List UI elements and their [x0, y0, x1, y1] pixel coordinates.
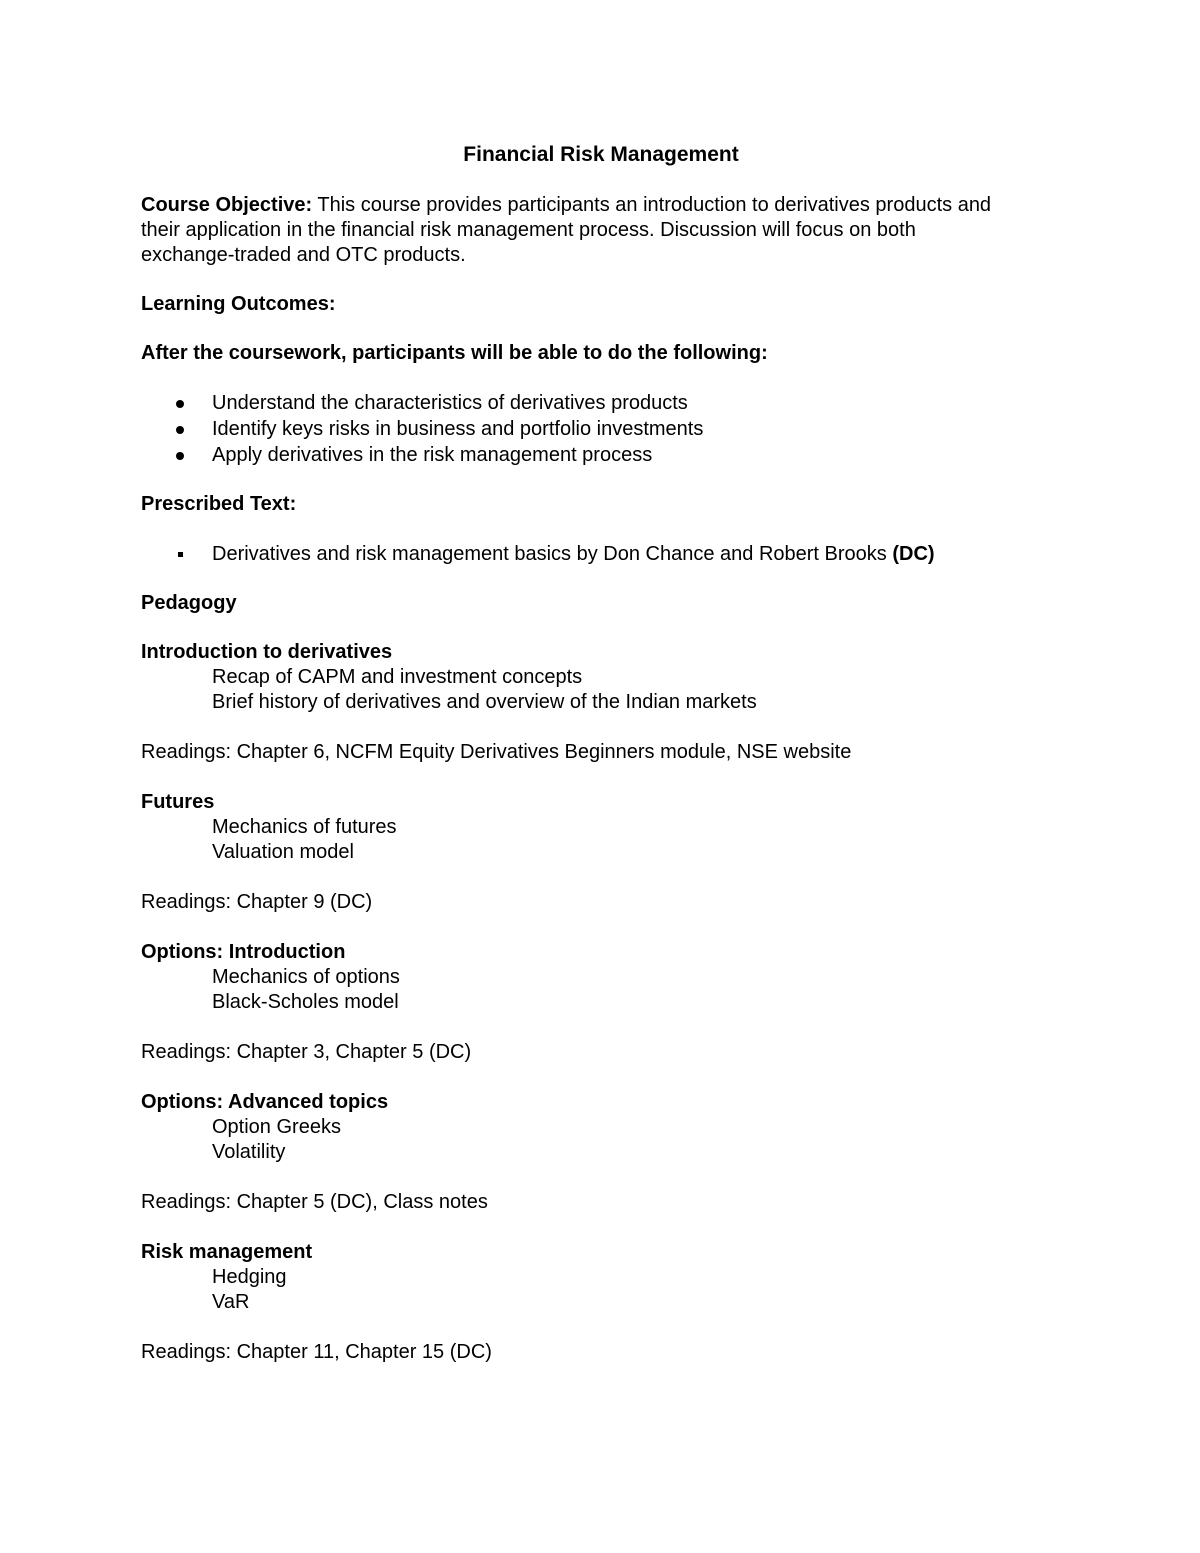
section-topic: Black-Scholes model	[212, 991, 399, 1013]
learning-outcomes-intro: After the coursework, participants will be able to do the following:	[141, 342, 768, 364]
document-page	[141, 141, 1061, 1365]
section-topic: Mechanics of options	[212, 966, 400, 988]
bullet-icon	[176, 400, 184, 408]
section-topic: Option Greeks	[212, 1116, 341, 1138]
course-objective-label: Course Objective:	[141, 194, 313, 216]
list-item: Identify keys risks in business and portfolio investments	[141, 416, 1061, 442]
document-title: Financial Risk Management	[463, 143, 739, 166]
learning-outcomes-heading: Learning Outcomes:	[141, 293, 336, 315]
section-heading: Futures	[141, 791, 215, 813]
section-readings: Readings: Chapter 3, Chapter 5 (DC)	[141, 1041, 472, 1063]
section-topic: VaR	[212, 1291, 250, 1313]
course-objective-line-1: This course provides participants an introduction to derivatives products and	[312, 194, 992, 216]
section-heading: Introduction to derivatives	[141, 641, 393, 663]
bullet-icon	[176, 426, 184, 434]
section-topic: Recap of CAPM and investment concepts	[212, 666, 583, 688]
list-item: Derivatives and risk management basics by Don Chance and Robert Brooks (DC)	[141, 541, 1061, 567]
section-topic: Brief history of derivatives and overview of the Indian markets	[212, 691, 757, 713]
list-item: Understand the characteristics of derivatives products	[141, 390, 1061, 416]
learning-outcomes-list	[141, 390, 1061, 468]
course-objective-line-3: exchange-traded and OTC products.	[141, 244, 466, 266]
section-heading: Risk management	[141, 1241, 313, 1263]
section-topic: Hedging	[212, 1266, 287, 1288]
section-topic: Mechanics of futures	[212, 816, 397, 838]
course-objective	[141, 193, 1061, 218]
section-readings: Readings: Chapter 11, Chapter 15 (DC)	[141, 1341, 492, 1363]
section-topic: Volatility	[212, 1141, 286, 1163]
square-bullet-icon	[178, 552, 183, 557]
bullet-icon	[176, 452, 184, 460]
prescribed-text-list	[141, 541, 1061, 567]
pedagogy-heading: Pedagogy	[141, 592, 237, 614]
section-topic: Valuation model	[212, 841, 354, 863]
section-readings: Readings: Chapter 9 (DC)	[141, 891, 373, 913]
list-item: Apply derivatives in the risk management process	[141, 442, 1061, 468]
course-objective-line-2: their application in the financial risk management process. Discussion will focus on both	[141, 219, 916, 241]
section-readings: Readings: Chapter 5 (DC), Class notes	[141, 1191, 488, 1213]
section-heading: Options: Advanced topics	[141, 1091, 389, 1113]
prescribed-text-heading: Prescribed Text:	[141, 493, 297, 515]
section-heading: Options: Introduction	[141, 941, 346, 963]
section-readings: Readings: Chapter 6, NCFM Equity Derivatives Beginners module, NSE website	[141, 741, 852, 763]
